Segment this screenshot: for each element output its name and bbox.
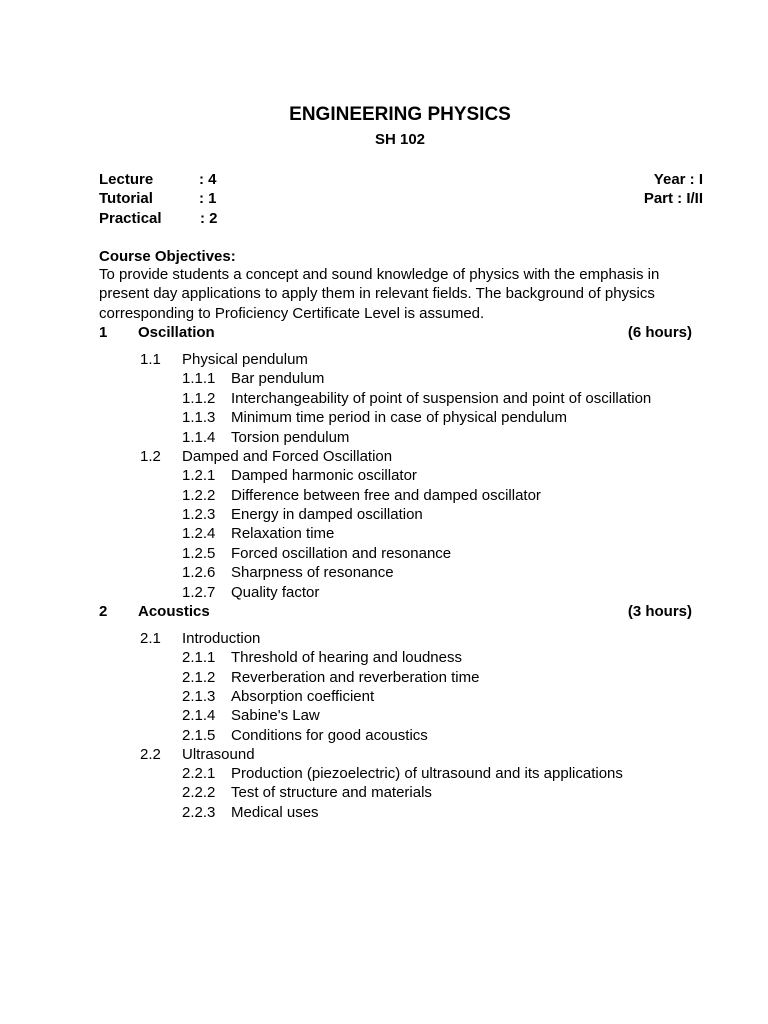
- item-number: 2.1.2: [182, 669, 216, 686]
- item-text: Threshold of hearing and loudness: [231, 649, 462, 666]
- item-text: Medical uses: [231, 804, 319, 821]
- practical-label: Practical: [99, 210, 162, 227]
- year-label: Year : I: [653, 171, 703, 188]
- item-number: 1.2.2: [182, 487, 216, 504]
- item-text: Conditions for good acoustics: [231, 727, 428, 744]
- item-number: 2.2.3: [182, 804, 216, 821]
- tutorial-value: : 1: [199, 190, 217, 207]
- item-number: 1.2.4: [182, 525, 216, 542]
- item-number: 2.1.4: [182, 707, 216, 724]
- item-number: 2.2.1: [182, 765, 216, 782]
- item-text: Reverberation and reverberation time: [231, 669, 480, 686]
- item-text: Torsion pendulum: [231, 429, 350, 446]
- item-number: 1.2.7: [182, 584, 216, 601]
- tutorial-label: Tutorial: [99, 190, 153, 207]
- item-number: 2.2.2: [182, 784, 216, 801]
- section-title: Damped and Forced Oscillation: [182, 448, 393, 465]
- item-text: Test of structure and materials: [231, 784, 432, 801]
- item-text: Production (piezoelectric) of ultrasound and its applications: [231, 765, 623, 782]
- item-number: 1.2.6: [182, 564, 216, 581]
- item-text: Forced oscillation and resonance: [231, 545, 452, 562]
- item-number: 2.1.3: [182, 688, 216, 705]
- item-text: Relaxation time: [231, 525, 335, 542]
- item-number: 1.1.3: [182, 409, 216, 426]
- section-number: 1.2: [140, 448, 161, 465]
- item-number: 2.1.1: [182, 649, 216, 666]
- unit-number: 2: [99, 603, 108, 620]
- item-number: 1.1.1: [182, 370, 216, 387]
- unit-title: Acoustics: [138, 603, 210, 620]
- item-number: 1.1.4: [182, 429, 216, 446]
- item-text: Minimum time period in case of physical pendulum: [231, 409, 567, 426]
- unit-title: Oscillation: [138, 324, 215, 341]
- section-number: 2.1: [140, 630, 161, 647]
- item-text: Difference between free and damped oscillator: [231, 487, 541, 504]
- section-number: 2.2: [140, 746, 161, 763]
- practical-value: : 2: [200, 210, 218, 227]
- item-text: Interchangeability of point of suspension and point of oscillation: [231, 390, 652, 407]
- item-number: 1.2.1: [182, 467, 216, 484]
- section-title: Physical pendulum: [182, 351, 308, 368]
- objectives-heading: Course Objectives:: [99, 248, 236, 265]
- section-number: 1.1: [140, 351, 161, 368]
- item-number: 2.1.5: [182, 727, 216, 744]
- objectives-text: To provide students a concept and sound knowledge of physics with the emphasis in present day applications to apply them in relevant fields. The background of physics corresponding to Proficiency Certificate Level is assumed.: [99, 266, 660, 322]
- lecture-value: : 4: [199, 171, 217, 188]
- unit-number: 1: [99, 324, 108, 341]
- unit-hours: (3 hours): [627, 603, 692, 620]
- unit-hours: (6 hours): [627, 324, 692, 341]
- document-title: ENGINEERING PHYSICS: [289, 104, 511, 125]
- section-title: Ultrasound: [182, 746, 255, 763]
- item-text: Bar pendulum: [231, 370, 325, 387]
- item-number: 1.2.5: [182, 545, 216, 562]
- item-text: Damped harmonic oscillator: [231, 467, 417, 484]
- item-number: 1.2.3: [182, 506, 216, 523]
- item-number: 1.1.2: [182, 390, 216, 407]
- part-label: Part : I/II: [643, 190, 703, 207]
- item-text: Sharpness of resonance: [231, 564, 394, 581]
- lecture-label: Lecture: [99, 171, 154, 188]
- item-text: Energy in damped oscillation: [231, 506, 423, 523]
- course-code: SH 102: [374, 131, 426, 148]
- section-title: Introduction: [182, 630, 261, 647]
- item-text: Quality factor: [231, 584, 320, 601]
- item-text: Sabine's Law: [231, 707, 320, 724]
- item-text: Absorption coefficient: [231, 688, 375, 705]
